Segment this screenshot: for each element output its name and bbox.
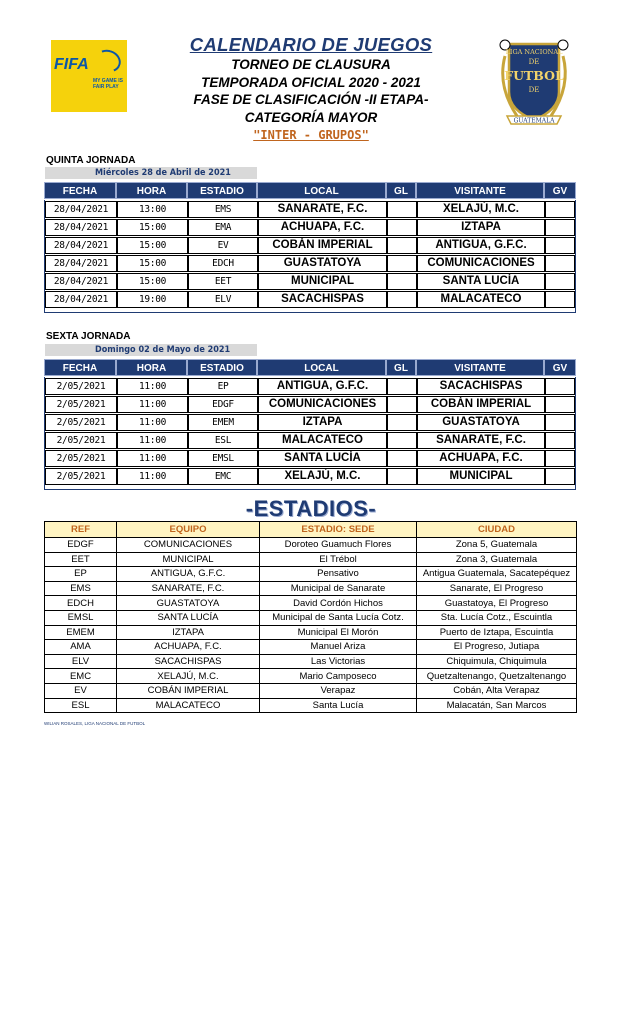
cell-ciudad: Cobán, Alta Verapaz: [417, 683, 577, 698]
cell-gv: [545, 273, 575, 290]
cell-equipo: ACHUAPA, F.C.: [117, 640, 260, 655]
cell-estadio: El Trébol: [260, 552, 417, 567]
table-row: [45, 596, 577, 611]
column-header-gl: GL: [386, 359, 416, 376]
liga-logo-top-text: LIGA NACIONAL: [505, 48, 563, 56]
estadios-header-row: [45, 522, 577, 538]
cell-gl: [387, 291, 417, 308]
estadios-table: [44, 521, 577, 713]
cell-ref: ESL: [45, 698, 117, 713]
table-row: [45, 377, 575, 395]
cell-gl: [387, 219, 417, 236]
table-row: [45, 395, 575, 413]
liga-nacional-logo: [495, 36, 573, 128]
cell-local: SANTA LUCÍA: [258, 450, 387, 467]
cell-ref: EMSL: [45, 610, 117, 625]
cell-equipo: SACACHISPAS: [117, 654, 260, 669]
cell-local: ACHUAPA, F.C.: [258, 219, 387, 236]
cell-visitante: ANTIGUA, G.F.C.: [417, 237, 545, 254]
cell-ref: EDCH: [45, 596, 117, 611]
cell-gl: [387, 468, 417, 485]
cell-hora: 11:00: [117, 468, 188, 485]
cell-ciudad: El Progreso, Jutiapa: [417, 640, 577, 655]
cell-estadio: EV: [188, 237, 258, 254]
cell-visitante: ACHUAPA, F.C.: [417, 450, 545, 467]
cell-equipo: COMUNICACIONES: [117, 538, 260, 553]
estadios-title: -ESTADIOS-: [245, 496, 377, 521]
column-header-hora: HORA: [116, 359, 187, 376]
cell-local: GUASTATOYA: [258, 255, 387, 272]
cell-equipo: MALACATECO: [117, 698, 260, 713]
cell-ciudad: Malacatán, San Marcos: [417, 698, 577, 713]
cell-gl: [387, 237, 417, 254]
cell-estadio: ELV: [188, 291, 258, 308]
column-header-fecha: FECHA: [44, 359, 116, 376]
page-title: CALENDARIO DE JUEGOS: [189, 34, 433, 55]
table-row: [45, 413, 575, 431]
cell-fecha: 2/05/2021: [45, 396, 117, 413]
cell-estadio: EDCH: [188, 255, 258, 272]
cell-ref: EMC: [45, 669, 117, 684]
cell-local: MALACATECO: [258, 432, 387, 449]
cell-estadio: EET: [188, 273, 258, 290]
cell-gl: [387, 201, 417, 218]
cell-gv: [545, 396, 575, 413]
group-label: "INTER - GRUPOS": [253, 128, 369, 142]
cell-visitante: GUASTATOYA: [417, 414, 545, 431]
cell-gl: [387, 432, 417, 449]
cell-hora: 15:00: [117, 219, 188, 236]
cell-hora: 11:00: [117, 450, 188, 467]
cell-estadio: Pensativo: [260, 567, 417, 582]
cell-fecha: 28/04/2021: [45, 201, 117, 218]
cell-equipo: SANARATE, F.C.: [117, 581, 260, 596]
table-row: [45, 567, 577, 582]
table-row: [45, 449, 575, 467]
table-row: [45, 218, 575, 236]
matches-header-row: [44, 359, 576, 377]
cell-local: ANTIGUA, G.F.C.: [258, 378, 387, 395]
fifa-swoosh-icon: [92, 46, 124, 76]
cell-visitante: MALACATECO: [417, 291, 545, 308]
column-header-ref: REF: [45, 522, 117, 538]
cell-hora: 11:00: [117, 432, 188, 449]
cell-ref: EET: [45, 552, 117, 567]
cell-fecha: 28/04/2021: [45, 273, 117, 290]
cell-visitante: SANARATE, F.C.: [417, 432, 545, 449]
header-line-categoria: CATEGORÍA MAYOR: [244, 109, 378, 125]
cell-visitante: COMUNICACIONES: [417, 255, 545, 272]
table-row: [45, 610, 577, 625]
column-header-visitante: VISITANTE: [416, 182, 544, 199]
cell-gv: [545, 378, 575, 395]
cell-ciudad: Zona 5, Guatemala: [417, 538, 577, 553]
cell-visitante: SACACHISPAS: [417, 378, 545, 395]
header-line-fase: FASE DE CLASIFICACIÓN -II ETAPA-: [193, 92, 429, 107]
cell-visitante: COBÁN IMPERIAL: [417, 396, 545, 413]
table-row: [45, 236, 575, 254]
cell-equipo: ANTIGUA, G.F.C.: [117, 567, 260, 582]
liga-logo-futbol-text: FUTBOL: [504, 68, 564, 83]
column-header-ciudad: CIUDAD: [417, 522, 577, 538]
cell-local: SACACHISPAS: [258, 291, 387, 308]
cell-ref: EV: [45, 683, 117, 698]
cell-gl: [387, 396, 417, 413]
header-line-temporada: TEMPORADA OFICIAL 2020 - 2021: [201, 74, 421, 90]
cell-estadio: Municipal de Santa Lucía Cotz.: [260, 610, 417, 625]
liga-logo-de-text: DE: [528, 58, 540, 66]
liga-logo-de2-text: DE: [528, 86, 540, 94]
cell-ciudad: Chiquimula, Chiquimula: [417, 654, 577, 669]
cell-ciudad: Sanarate, El Progreso: [417, 581, 577, 596]
cell-ciudad: Quetzaltenango, Quetzaltenango: [417, 669, 577, 684]
fifa-logo-slogan: MY GAME IS FAIR PLAY: [93, 78, 123, 90]
cell-local: SANARATE, F.C.: [258, 201, 387, 218]
cell-estadio: David Cordón Hichos: [260, 596, 417, 611]
cell-equipo: IZTAPA: [117, 625, 260, 640]
cell-estadio: Mario Camposeco: [260, 669, 417, 684]
column-header-estadio: ESTADIO: [187, 182, 257, 199]
cell-hora: 11:00: [117, 378, 188, 395]
cell-hora: 13:00: [117, 201, 188, 218]
page-header: [130, 34, 492, 144]
cell-equipo: MUNICIPAL: [117, 552, 260, 567]
cell-estadio: EMEM: [188, 414, 258, 431]
cell-ref: AMA: [45, 640, 117, 655]
table-row: [45, 552, 577, 567]
jornada-date: Domingo 02 de Mayo de 2021: [45, 344, 257, 356]
cell-estadio: ESL: [188, 432, 258, 449]
table-row: [45, 654, 577, 669]
cell-ciudad: Guastatoya, El Progreso: [417, 596, 577, 611]
jornada-title: SEXTA JORNADA: [46, 331, 131, 342]
cell-estadio: Doroteo Guamuch Flores: [260, 538, 417, 553]
cell-gv: [545, 414, 575, 431]
table-row: [45, 290, 575, 308]
column-header-estadio: ESTADIO: [187, 359, 257, 376]
table-row: [45, 200, 575, 218]
cell-gl: [387, 273, 417, 290]
cell-estadio: EMC: [188, 468, 258, 485]
cell-fecha: 2/05/2021: [45, 468, 117, 485]
cell-ref: EMS: [45, 581, 117, 596]
liga-logo-bottom-text: GUATEMALA: [513, 117, 555, 125]
column-header-visitante: VISITANTE: [416, 359, 544, 376]
cell-visitante: IZTAPA: [417, 219, 545, 236]
column-header-hora: HORA: [116, 182, 187, 199]
footer-credit: WILIAN ROSALES, LIGA NACIONAL DE FUTBOL: [44, 721, 146, 726]
cell-local: COBÁN IMPERIAL: [258, 237, 387, 254]
table-row: [45, 467, 575, 485]
cell-hora: 15:00: [117, 273, 188, 290]
cell-gv: [545, 219, 575, 236]
cell-hora: 19:00: [117, 291, 188, 308]
table-row: [45, 683, 577, 698]
table-row: [45, 538, 577, 553]
fifa-logo: [51, 40, 127, 112]
column-header-local: LOCAL: [257, 182, 386, 199]
cell-ciudad: Antigua Guatemala, Sacatepéquez: [417, 567, 577, 582]
cell-fecha: 28/04/2021: [45, 237, 117, 254]
cell-equipo: GUASTATOYA: [117, 596, 260, 611]
cell-estadio: Santa Lucía: [260, 698, 417, 713]
jornada-title: QUINTA JORNADA: [46, 155, 136, 166]
matches-table: [44, 200, 576, 313]
cell-fecha: 28/04/2021: [45, 255, 117, 272]
cell-gv: [545, 468, 575, 485]
cell-estadio: Verapaz: [260, 683, 417, 698]
table-row: [45, 625, 577, 640]
cell-local: COMUNICACIONES: [258, 396, 387, 413]
cell-ref: EDGF: [45, 538, 117, 553]
cell-estadio: Las Victorias: [260, 654, 417, 669]
fifa-logo-word: FIFA: [54, 56, 89, 73]
column-header-equipo: EQUIPO: [117, 522, 260, 538]
cell-fecha: 28/04/2021: [45, 219, 117, 236]
cell-gl: [387, 378, 417, 395]
cell-local: IZTAPA: [258, 414, 387, 431]
cell-local: XELAJÚ, M.C.: [258, 468, 387, 485]
matches-table: [44, 377, 576, 490]
cell-estadio: Manuel Ariza: [260, 640, 417, 655]
matches-header-row: [44, 182, 576, 200]
cell-gl: [387, 414, 417, 431]
cell-gl: [387, 450, 417, 467]
table-row: [45, 640, 577, 655]
cell-gl: [387, 255, 417, 272]
cell-hora: 11:00: [117, 414, 188, 431]
cell-hora: 15:00: [117, 237, 188, 254]
table-row: [45, 272, 575, 290]
cell-ciudad: Zona 3, Guatemala: [417, 552, 577, 567]
cell-hora: 15:00: [117, 255, 188, 272]
cell-gv: [545, 291, 575, 308]
cell-fecha: 2/05/2021: [45, 378, 117, 395]
cell-estadio: EDGF: [188, 396, 258, 413]
jornada-date: Miércoles 28 de Abril de 2021: [45, 167, 257, 179]
table-row: [45, 581, 577, 596]
cell-ref: ELV: [45, 654, 117, 669]
cell-ref: EMEM: [45, 625, 117, 640]
cell-estadio: Municipal El Morón: [260, 625, 417, 640]
cell-ref: EP: [45, 567, 117, 582]
cell-gv: [545, 255, 575, 272]
table-row: [45, 669, 577, 684]
cell-equipo: SANTA LUCÍA: [117, 610, 260, 625]
table-row: [45, 698, 577, 713]
column-header-local: LOCAL: [257, 359, 386, 376]
cell-estadio: EMS: [188, 201, 258, 218]
cell-fecha: 2/05/2021: [45, 414, 117, 431]
column-header-fecha: FECHA: [44, 182, 116, 199]
cell-fecha: 28/04/2021: [45, 291, 117, 308]
column-header-gv: GV: [544, 182, 576, 199]
cell-ciudad: Sta. Lucía Cotz., Escuintla: [417, 610, 577, 625]
cell-fecha: 2/05/2021: [45, 432, 117, 449]
cell-estadio: EMA: [188, 219, 258, 236]
cell-estadio: Municipal de Sanarate: [260, 581, 417, 596]
table-row: [45, 254, 575, 272]
cell-local: MUNICIPAL: [258, 273, 387, 290]
cell-estadio: EMSL: [188, 450, 258, 467]
cell-visitante: XELAJÚ, M.C.: [417, 201, 545, 218]
table-row: [45, 431, 575, 449]
cell-fecha: 2/05/2021: [45, 450, 117, 467]
cell-ciudad: Puerto de Iztapa, Escuintla: [417, 625, 577, 640]
cell-gv: [545, 450, 575, 467]
column-header-gl: GL: [386, 182, 416, 199]
cell-hora: 11:00: [117, 396, 188, 413]
header-line-torneo: TORNEO DE CLAUSURA: [231, 57, 391, 72]
cell-gv: [545, 201, 575, 218]
cell-visitante: MUNICIPAL: [417, 468, 545, 485]
cell-visitante: SANTA LUCÍA: [417, 273, 545, 290]
cell-gv: [545, 432, 575, 449]
column-header-estadio-sede: ESTADIO: SEDE: [260, 522, 417, 538]
estadios-table-body: [45, 538, 577, 713]
cell-estadio: EP: [188, 378, 258, 395]
cell-gv: [545, 237, 575, 254]
cell-equipo: COBÁN IMPERIAL: [117, 683, 260, 698]
column-header-gv: GV: [544, 359, 576, 376]
cell-equipo: XELAJÚ, M.C.: [117, 669, 260, 684]
